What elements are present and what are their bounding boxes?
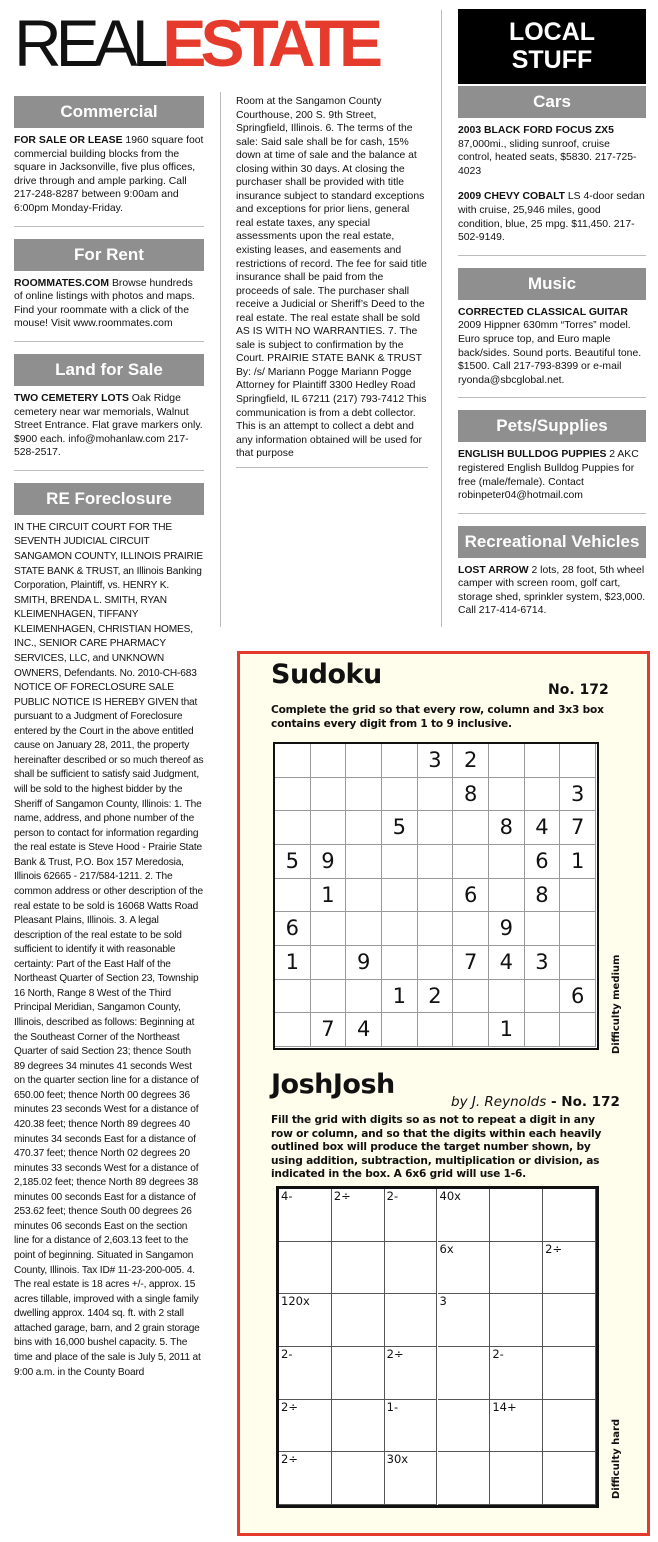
joshjosh-cell[interactable] <box>490 1189 543 1242</box>
sudoku-cell[interactable] <box>525 744 561 778</box>
ad-body: 2 AKC registered English Bulldog Puppies for free (male/female). Contact robinpeter04@hotmail.com <box>458 449 639 502</box>
sudoku-cell[interactable] <box>525 980 561 1014</box>
sudoku-cell[interactable] <box>418 1013 454 1047</box>
ad-lead: CORRECTED CLASSICAL GUITAR <box>458 306 628 318</box>
sudoku-cell[interactable] <box>489 845 525 879</box>
joshjosh-difficulty: Difficulty hard <box>611 1418 622 1499</box>
sudoku-cell[interactable] <box>560 1013 596 1047</box>
joshjosh-cell[interactable] <box>279 1242 332 1295</box>
sudoku-cell[interactable] <box>275 744 311 778</box>
ad-lead: ENGLISH BULLDOG PUPPIES <box>458 449 607 461</box>
joshjosh-cell[interactable] <box>332 1400 385 1453</box>
sudoku-cell[interactable]: 2 <box>418 980 454 1014</box>
land-ad <box>14 392 204 460</box>
joshjosh-byline: by J. Reynolds <box>451 1094 547 1110</box>
sudoku-cell[interactable]: 6 <box>275 912 311 946</box>
sudoku-cell[interactable] <box>382 778 418 812</box>
sudoku-cell[interactable]: 7 <box>453 946 489 980</box>
sudoku-cell[interactable] <box>275 778 311 812</box>
foreclosure-notice: IN THE CIRCUIT COURT FOR THE SEVENTH JUDICIAL CIRCUIT SANGAMON COUNTY, ILLINOIS PRAIRIE STATE BANK & TRUST, an Illinois Banking Corporation, Plaintiff, vs. HENRY K. SMITH, BRENDA L. SMITH, RYAN KLEIMENHAGEN, TIFFANY KLEIMENHAGEN, CHRISTIAN HOMES, INC., SENIOR CARE PHARMACY SERVICES, LLC, and UNKNOWN OWNERS, Defendants. No. 2010-CH-683 NOTICE OF FORECLOSURE SALE PUBLIC NOTICE IS HEREBY GIVEN that pursuant to a Judgment of Foreclosure entered by the Court in the above entitled cause on January 28, 2011, the property hereinafter described or so much thereof as shall be sufficient to satisfy said Judgment, will be sold to the highest bidder by the Sheriff of Sangamon County, Illinois: 1. The name, address, and phone number of the person to contact for information regarding the real estate is Steve Hood - Prairie State Bank & Trust, P.O. Box 157 Meredosia, Illinois 62665 - 217/584-1211. 2. The common address or other description of the real estate to be sold is 16068 Watts Road Pleasant Plains, Illinois. 3. A legal description of the real estate to be sold sufficient to identify it with reasonable certainty: Part of the East Half of the Northeast Quarter of Section 23, Township 16 North, Range 8 West of the Third Principal Meridian, Sangamon County, Illinois, described as follows: Beginning at the Southeast Corner of the Northeast Quarter of said Section 23; thence South 89 degrees 34 minutes 41 seconds West on the quarter section line for a distance of 650.00 feet; thence North 00 degrees 36 minutes 23 seconds West for a distance of 420.38 feet; thence North 89 degrees 40 minutes 34 seconds East for a distance of 470.37 feet; thence North 02 degrees 20 minutes 33 seconds West for a distance of 2,185.02 feet; thence North 89 degrees 38 minutes 00 seconds East for a distance of 253.62 feet; thence South 00 degrees 26 minutes 06 seconds East on the section line for a distance of 2,603.13 feet to the point of beginning. Situated in Sangamon County, Illinois. Tax ID# 11-23-200-005. 4. The real estate is 18 acres +/-, approx. 15 acres tillable, improved with a single family dwelling approx. 1404 sq. ft. with 2 stall attached garage, barn, and 2 grain storage bins with 16,000 bushel capacity. 5. The time and place of the sale is July 5, 2011 at 9:00 a.m. in the County Board <box>14 521 204 1378</box>
sudoku-cell[interactable]: 4 <box>346 1013 382 1047</box>
sudoku-cell[interactable] <box>525 1013 561 1047</box>
music-ad <box>458 306 646 388</box>
sudoku-cell[interactable]: 1 <box>275 946 311 980</box>
ad-lead: TWO CEMETERY LOTS <box>14 392 129 404</box>
joshjosh-cell[interactable]: 1- <box>385 1400 438 1453</box>
sudoku-cell[interactable]: 3 <box>418 744 454 778</box>
sudoku-cell[interactable]: 6 <box>525 845 561 879</box>
sudoku-cell[interactable] <box>382 879 418 913</box>
joshjosh-cell[interactable] <box>543 1294 596 1347</box>
sudoku-cell[interactable] <box>311 980 347 1014</box>
sudoku-cell[interactable]: 1 <box>489 1013 525 1047</box>
sudoku-cell[interactable] <box>525 778 561 812</box>
land-header: Land for Sale <box>14 354 204 386</box>
ad-body: 2 lots, 28 foot, 5th wheel camper with screen room, golf cart, storage shed, sprinkler system, $23,000. Call 217-414-6714. <box>458 564 646 617</box>
sudoku-cell[interactable] <box>418 778 454 812</box>
joshjosh-cell[interactable]: 120x <box>279 1294 332 1347</box>
sudoku-cell[interactable]: 5 <box>382 811 418 845</box>
sudoku-cell[interactable] <box>560 744 596 778</box>
sudoku-cell[interactable] <box>560 912 596 946</box>
sudoku-cell[interactable] <box>346 744 382 778</box>
rv-ad <box>458 564 646 618</box>
joshjosh-cell[interactable]: 2- <box>385 1189 438 1242</box>
pets-header: Pets/Supplies <box>458 410 646 442</box>
joshjosh-cell[interactable] <box>438 1400 491 1453</box>
joshjosh-title: JoshJosh <box>271 1069 395 1100</box>
sudoku-cell[interactable]: 7 <box>560 811 596 845</box>
divider <box>458 513 646 514</box>
joshjosh-cell[interactable]: 6x <box>438 1242 491 1295</box>
ad-body: Oak Ridge cemetery near war memorials, Walnut Street Entrance. Flat grave markers only. $900 each. info@mohanlaw.com 217-528-2517. <box>14 392 203 459</box>
foreclosure-header: RE Foreclosure <box>14 483 204 515</box>
sudoku-cell[interactable] <box>418 811 454 845</box>
ad-lead: LOST ARROW <box>458 564 529 576</box>
sudoku-cell[interactable] <box>382 912 418 946</box>
joshjosh-cell[interactable] <box>385 1242 438 1295</box>
ad-lead: 2003 BLACK FORD FOCUS ZX5 <box>458 125 614 136</box>
ad-lead: 2009 CHEVY COBALT <box>458 191 566 203</box>
car-ad-2 <box>458 190 646 244</box>
sudoku-cell[interactable]: 9 <box>489 912 525 946</box>
joshjosh-grid[interactable] <box>276 1186 599 1508</box>
sudoku-cell[interactable] <box>346 845 382 879</box>
pets-ad <box>458 448 646 502</box>
sudoku-cell[interactable]: 4 <box>525 811 561 845</box>
sudoku-cell[interactable] <box>346 980 382 1014</box>
joshjosh-cell[interactable]: 14+ <box>490 1400 543 1453</box>
sudoku-instructions: Complete the grid so that every row, column and 3x3 box contains every digit from 1 to 9 inclusive. <box>271 704 604 730</box>
sudoku-cell[interactable] <box>489 744 525 778</box>
sudoku-grid[interactable] <box>273 742 599 1050</box>
sudoku-cell[interactable] <box>346 811 382 845</box>
sudoku-cell[interactable] <box>382 1013 418 1047</box>
sudoku-cell[interactable] <box>382 845 418 879</box>
local-line1: LOCAL <box>508 18 596 46</box>
sudoku-cell[interactable] <box>453 1013 489 1047</box>
sudoku-cell[interactable] <box>346 912 382 946</box>
joshjosh-number: - No. 172 <box>546 1094 620 1110</box>
sudoku-cell[interactable]: 9 <box>311 845 347 879</box>
column-divider-2 <box>441 10 442 627</box>
sudoku-difficulty: Difficulty medium <box>611 954 622 1054</box>
joshjosh-cell[interactable] <box>438 1452 491 1505</box>
sudoku-cell[interactable]: 9 <box>346 946 382 980</box>
sudoku-cell[interactable] <box>382 744 418 778</box>
sudoku-cell[interactable]: 8 <box>453 778 489 812</box>
joshjosh-cell[interactable]: 2÷ <box>279 1452 332 1505</box>
joshjosh-cell[interactable] <box>543 1452 596 1505</box>
local-line2: STUFF <box>511 46 593 74</box>
rv-header: Recreational Vehicles <box>458 526 646 558</box>
joshjosh-instructions: Fill the grid with digits so as not to repeat a digit in any row or column, and so that the digits within each heavily outlined box will produce the target number shown, by using addition, subtraction, multiplication or division, as indicated in the box. A 6x6 grid will use 1-6. <box>271 1114 602 1180</box>
sudoku-cell[interactable]: 1 <box>560 845 596 879</box>
joshjosh-cell[interactable]: 2÷ <box>543 1242 596 1295</box>
middle-column <box>236 95 428 480</box>
sudoku-cell[interactable] <box>311 811 347 845</box>
sudoku-cell[interactable] <box>311 744 347 778</box>
commercial-ad <box>14 134 204 216</box>
local-stuff-banner <box>458 9 646 84</box>
sudoku-cell[interactable]: 4 <box>489 946 525 980</box>
joshjosh-cell[interactable] <box>543 1400 596 1453</box>
right-column <box>458 86 646 628</box>
ad-lead: ROOMMATES.COM <box>14 277 110 289</box>
joshjosh-cell[interactable] <box>385 1294 438 1347</box>
sudoku-cell[interactable]: 1 <box>311 879 347 913</box>
sudoku-cell[interactable]: 5 <box>275 845 311 879</box>
divider <box>14 226 204 227</box>
joshjosh-cell[interactable]: 2÷ <box>279 1400 332 1453</box>
sudoku-cell[interactable] <box>489 980 525 1014</box>
joshjosh-cell[interactable] <box>543 1347 596 1400</box>
joshjosh-cell[interactable]: 30x <box>385 1452 438 1505</box>
sudoku-cell[interactable] <box>418 912 454 946</box>
for-rent-header: For Rent <box>14 239 204 271</box>
sudoku-cell[interactable] <box>418 946 454 980</box>
sudoku-number: No. 172 <box>548 682 609 698</box>
sudoku-cell[interactable] <box>311 946 347 980</box>
column-divider-1 <box>220 92 221 627</box>
sudoku-cell[interactable] <box>453 912 489 946</box>
sudoku-cell[interactable] <box>275 811 311 845</box>
sudoku-cell[interactable] <box>275 1013 311 1047</box>
sudoku-cell[interactable] <box>382 946 418 980</box>
sudoku-cell[interactable] <box>311 778 347 812</box>
sudoku-cell[interactable] <box>346 778 382 812</box>
sudoku-cell[interactable] <box>311 912 347 946</box>
ad-body: 87,000mi., sliding sunroof, cruise control, heated seats, $5830. 217-725-4023 <box>458 138 637 177</box>
joshjosh-cell[interactable]: 4- <box>279 1189 332 1242</box>
joshjosh-cell[interactable]: 3 <box>438 1294 491 1347</box>
joshjosh-cell[interactable] <box>332 1242 385 1295</box>
joshjosh-cell[interactable] <box>332 1452 385 1505</box>
ad-body: LS 4-door sedan with cruise, 25,946 miles, good condition, blue, 25 mpg. $11,450. 217-502-9149. <box>458 191 645 244</box>
joshjosh-cell[interactable]: 40x <box>438 1189 491 1242</box>
ad-body: Browse hundreds of online listings with photos and maps. Find your roommate with a click of the mouse! Visit www.roommates.com <box>14 277 195 330</box>
ad-body: 2009 Hippner 630mm “Torres” model. Euro spruce top, and Euro maple back/sides. Sound ports. Beautiful tone. $1500. Call 217-793-8399 or e-mail ryonda@sbcglobal.net. <box>458 320 642 386</box>
sudoku-cell[interactable] <box>489 879 525 913</box>
joshjosh-cell[interactable] <box>490 1242 543 1295</box>
car-ad-1 <box>458 124 646 178</box>
joshjosh-cell[interactable]: 2- <box>490 1347 543 1400</box>
sudoku-cell[interactable] <box>560 946 596 980</box>
foreclosure-notice-continued: Room at the Sangamon County Courthouse, 200 S. 9th Street, Springfield, Illinois. 6. The terms of the sale: Said sale shall be for cash, 15% down at time of sale and the balance at closing within 30 days. At closing the purchaser shall be provided with title insurance subject to standard exceptions and exceptions for prior liens, general real estate taxes, any special assessments upon the real estate, existing leases, and easements and restrictions of record. The fee for said title insurance shall be paid from the proceeds of sale. The purchaser shall receive a Judicial or Sheriff’s Deed to the real estate. The real estate shall be sold AS IS WITH NO WARRANTIES. 7. The sale is subject to confirmation by the Court. PRAIRIE STATE BANK & TRUST By: /s/ Mariann Pogge Mariann Pogge Attorney for Plaintiff 3300 Hedley Road Springfield, IL 67211 (217) 793-7412 This communication is from a debt collector. This is an attempt to collect a debt and any information obtained will be used for that purpose <box>236 96 427 460</box>
masthead-estate: ESTATE <box>162 6 377 80</box>
divider <box>14 470 204 471</box>
sudoku-cell[interactable] <box>418 845 454 879</box>
sudoku-cell[interactable] <box>453 845 489 879</box>
sudoku-cell[interactable]: 8 <box>525 879 561 913</box>
masthead-title <box>14 8 377 78</box>
puzzles-panel <box>237 651 650 1536</box>
ad-lead: FOR SALE OR LEASE <box>14 135 123 146</box>
sudoku-cell[interactable] <box>275 980 311 1014</box>
for-rent-ad <box>14 277 204 331</box>
divider <box>458 255 646 256</box>
sudoku-cell[interactable] <box>275 879 311 913</box>
divider <box>458 397 646 398</box>
sudoku-cell[interactable]: 2 <box>453 744 489 778</box>
masthead-real: REAL <box>14 6 163 80</box>
joshjosh-cell[interactable]: 2÷ <box>385 1347 438 1400</box>
sudoku-cell[interactable]: 8 <box>489 811 525 845</box>
divider <box>236 467 428 468</box>
sudoku-cell[interactable]: 6 <box>453 879 489 913</box>
ad-body: 1960 square foot commercial building blocks from the square in Jacksonville, five plus offices, drive through and ample parking. Call 217-248-8287 between 9:00am and 6:00pm Monday-Friday. <box>14 135 204 214</box>
joshjosh-cell[interactable]: 2- <box>279 1347 332 1400</box>
left-column <box>14 96 204 1380</box>
sudoku-cell[interactable] <box>453 980 489 1014</box>
joshjosh-heading <box>451 1096 620 1110</box>
sudoku-cell[interactable] <box>418 879 454 913</box>
sudoku-cell[interactable]: 3 <box>525 946 561 980</box>
sudoku-cell[interactable]: 6 <box>560 980 596 1014</box>
sudoku-cell[interactable]: 3 <box>560 778 596 812</box>
joshjosh-cell[interactable] <box>543 1189 596 1242</box>
sudoku-cell[interactable] <box>489 778 525 812</box>
joshjosh-cell[interactable] <box>490 1452 543 1505</box>
sudoku-title: Sudoku <box>271 659 382 690</box>
divider <box>14 341 204 342</box>
commercial-header: Commercial <box>14 96 204 128</box>
sudoku-cell[interactable] <box>560 879 596 913</box>
sudoku-cell[interactable] <box>346 879 382 913</box>
joshjosh-cell[interactable]: 2÷ <box>332 1189 385 1242</box>
joshjosh-cell[interactable] <box>490 1294 543 1347</box>
music-header: Music <box>458 268 646 300</box>
sudoku-cell[interactable]: 1 <box>382 980 418 1014</box>
sudoku-cell[interactable]: 7 <box>311 1013 347 1047</box>
sudoku-cell[interactable] <box>453 811 489 845</box>
joshjosh-cell[interactable] <box>438 1347 491 1400</box>
joshjosh-cell[interactable] <box>332 1347 385 1400</box>
joshjosh-cell[interactable] <box>332 1294 385 1347</box>
cars-header: Cars <box>458 86 646 118</box>
sudoku-cell[interactable] <box>525 912 561 946</box>
